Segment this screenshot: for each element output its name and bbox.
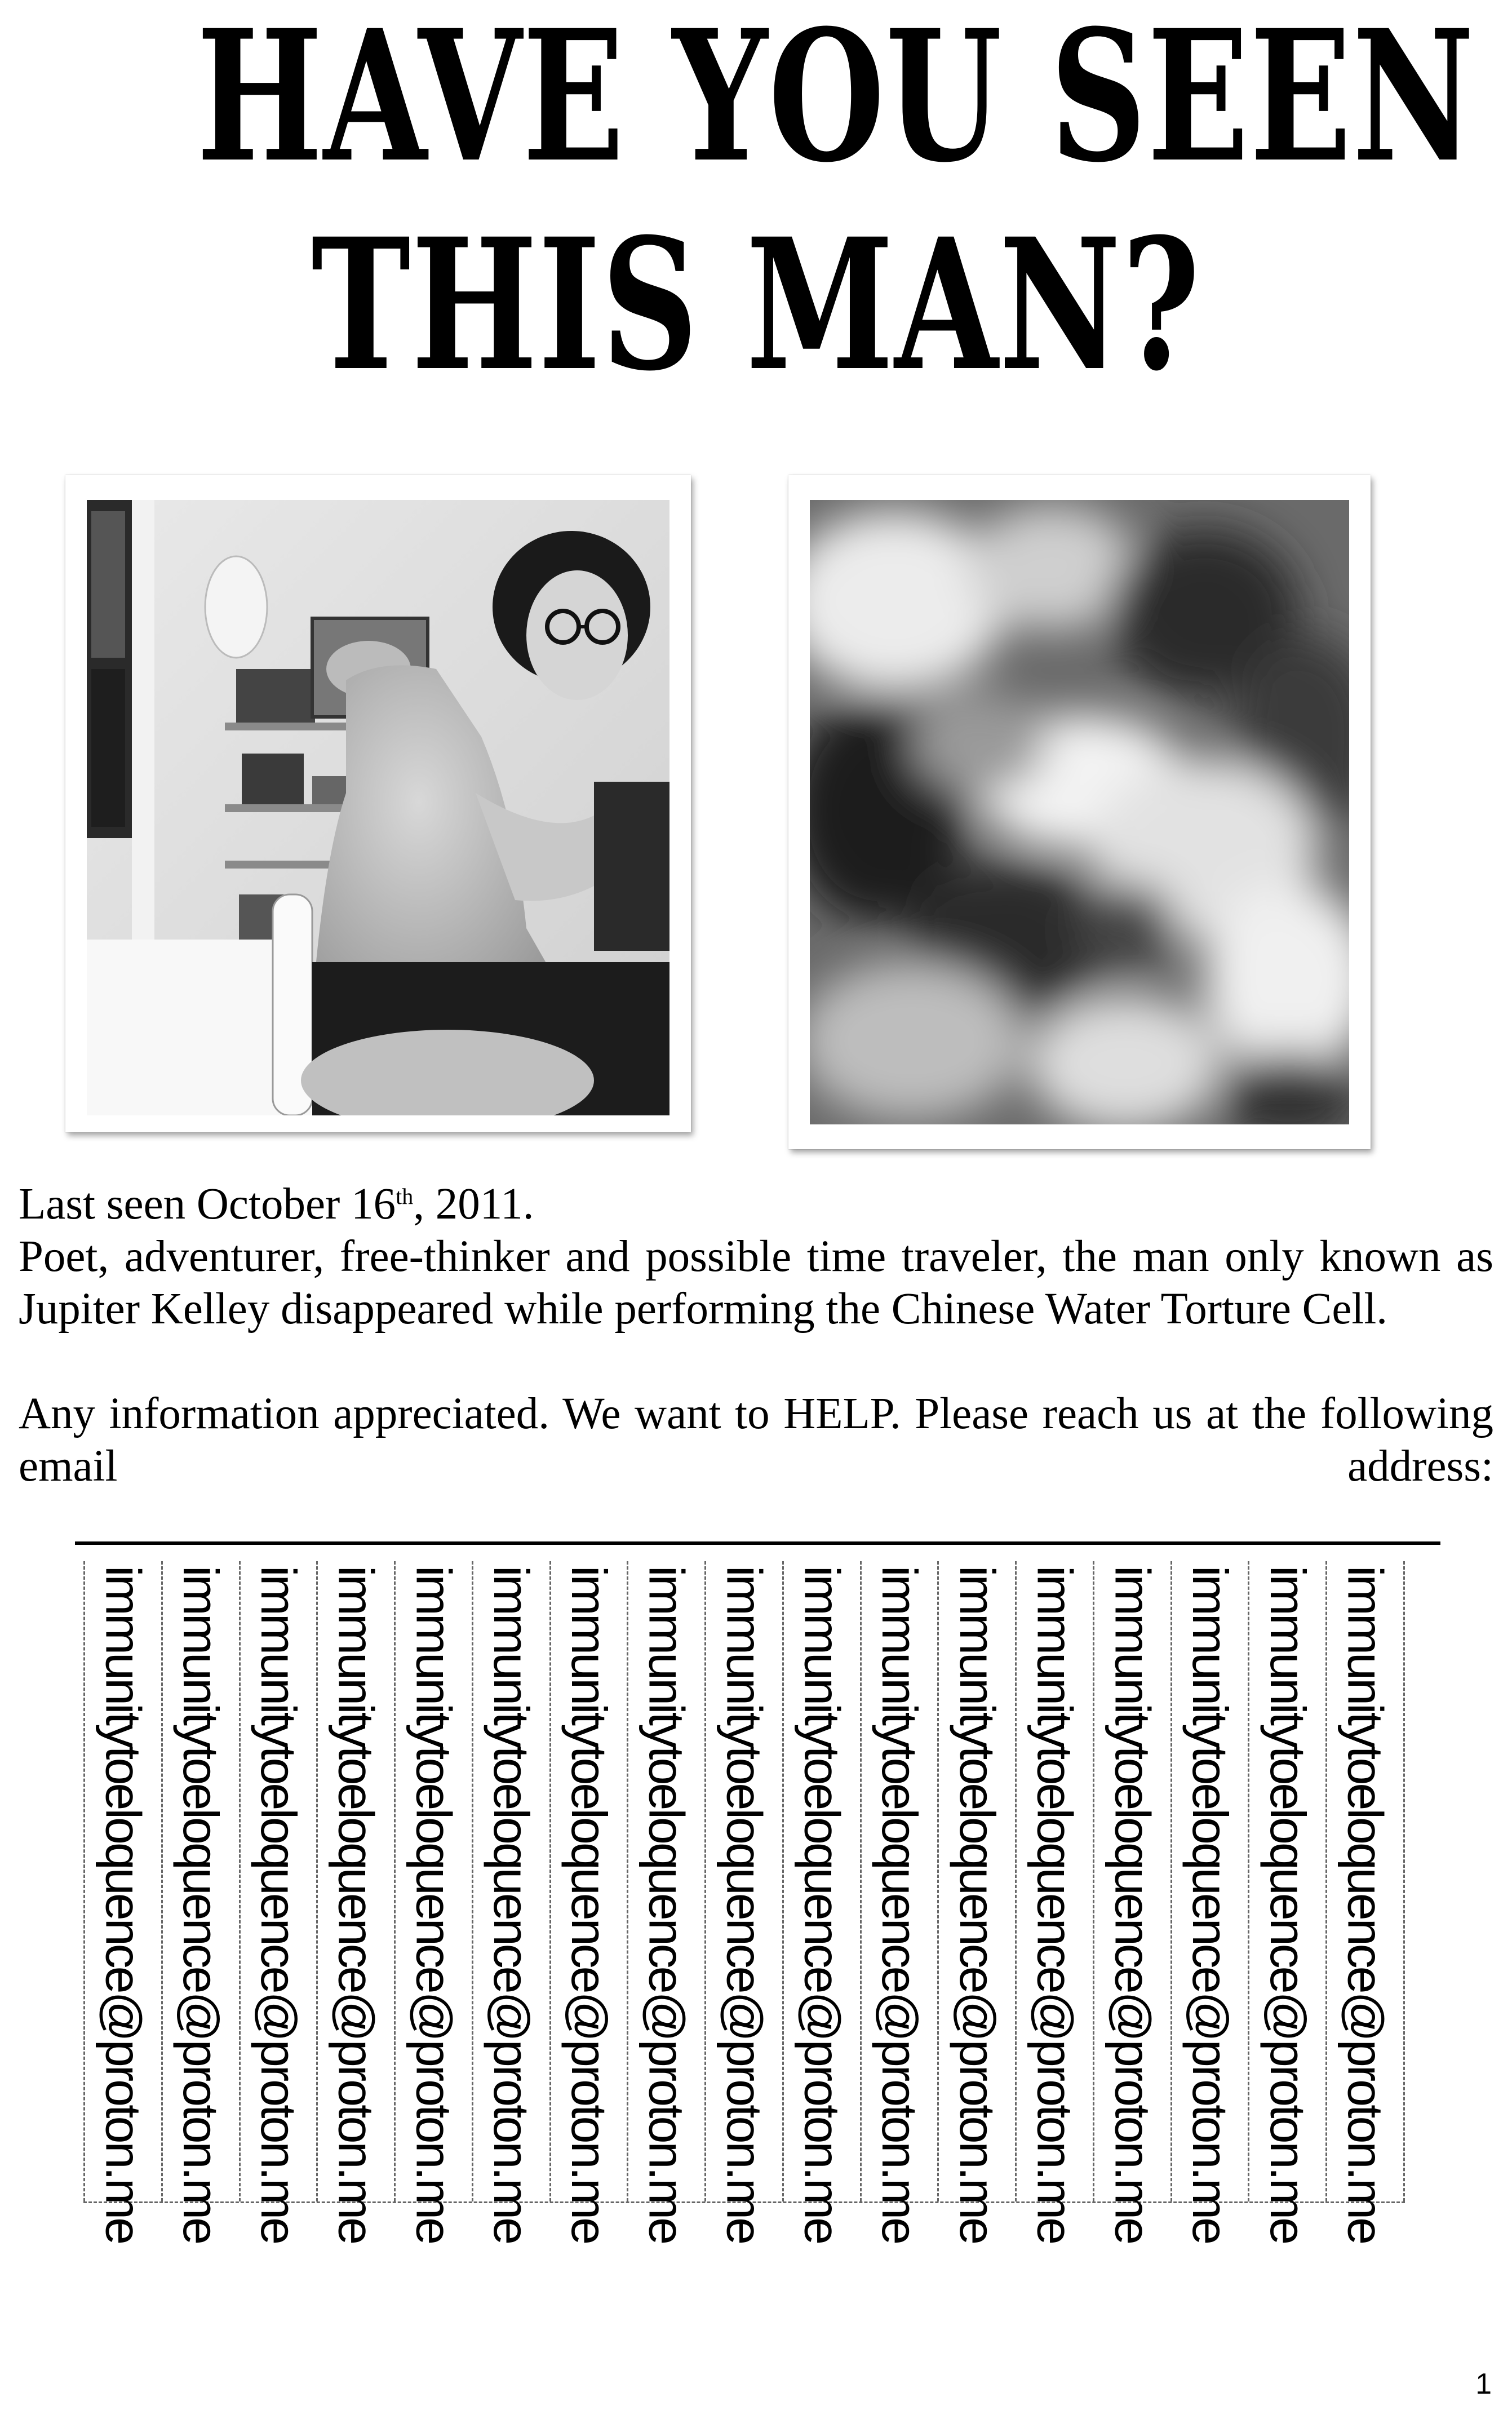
tear-tab[interactable]	[316, 1561, 394, 2243]
tear-tab-email: immunitytoeloquence@proton.me	[1182, 1566, 1239, 2243]
tear-tab[interactable]	[1093, 1561, 1170, 2243]
info-text: Any information appreciated. We want to HELP. Please reach us at the following email address:	[19, 1389, 1493, 1491]
page-number: 1	[1475, 2368, 1492, 2400]
tear-tab[interactable]	[1015, 1561, 1093, 2243]
tear-tab-email: immunitytoeloquence@proton.me	[561, 1566, 617, 2243]
headline-line-1: HAVE YOU SEEN	[196, 0, 1475, 202]
tear-tab[interactable]	[1248, 1561, 1325, 2243]
tear-tab[interactable]	[394, 1561, 472, 2243]
tear-off-tabs	[83, 1561, 1405, 2243]
tear-tab[interactable]	[937, 1561, 1015, 2243]
tear-tab-email: immunitytoeloquence@proton.me	[484, 1566, 540, 2243]
tear-tab[interactable]	[83, 1561, 161, 2243]
tear-tab[interactable]	[161, 1561, 239, 2243]
tear-tab-email: immunitytoeloquence@proton.me	[1337, 1566, 1394, 2243]
tear-tab-email: immunitytoeloquence@proton.me	[794, 1566, 850, 2243]
abstract-photo-image	[810, 500, 1349, 1124]
tear-tab-email: immunitytoeloquence@proton.me	[406, 1566, 462, 2243]
tear-tab-email: immunitytoeloquence@proton.me	[1105, 1566, 1161, 2243]
last-seen-suffix: , 2011.	[413, 1180, 534, 1229]
photo-frame-right	[788, 475, 1371, 1149]
man-photo	[87, 500, 669, 1115]
tear-tab-email: immunitytoeloquence@proton.me	[95, 1566, 152, 2243]
last-seen-ordinal: th	[396, 1184, 414, 1209]
tear-tab[interactable]	[627, 1561, 704, 2243]
last-seen-text	[19, 1178, 1493, 1230]
tear-tab[interactable]	[782, 1561, 860, 2243]
info-paragraph	[19, 1388, 1493, 1545]
tear-tab[interactable]	[239, 1561, 317, 2243]
tear-tab[interactable]	[549, 1561, 627, 2243]
tear-tab[interactable]	[704, 1561, 782, 2243]
tear-tab-email: immunitytoeloquence@proton.me	[872, 1566, 928, 2243]
description-paragraph	[19, 1230, 1493, 1335]
description-text: Poet, adventurer, free-thinker and possible time traveler, the man only known as Jupiter Kelley disappeared while performing the Chinese Water Torture Cell.	[19, 1232, 1493, 1334]
tear-tab[interactable]	[1325, 1561, 1405, 2243]
man-photo-image	[87, 500, 669, 1115]
photo-frame-left	[65, 475, 691, 1132]
tear-tab-email: immunitytoeloquence@proton.me	[328, 1566, 384, 2243]
tear-tab-email: immunitytoeloquence@proton.me	[639, 1566, 695, 2243]
tear-tab[interactable]	[1170, 1561, 1248, 2243]
last-seen-prefix: Last seen October 16	[19, 1180, 396, 1229]
tear-tab-email: immunitytoeloquence@proton.me	[173, 1566, 229, 2243]
tear-tab-email: immunitytoeloquence@proton.me	[716, 1566, 773, 2243]
abstract-photo	[810, 500, 1349, 1124]
tear-tab[interactable]	[860, 1561, 938, 2243]
tear-tab[interactable]	[472, 1561, 549, 2243]
tear-tab-email: immunitytoeloquence@proton.me	[1027, 1566, 1083, 2243]
headline-line-2: THIS MAN?	[311, 200, 1201, 411]
tear-tab-email: immunitytoeloquence@proton.me	[1260, 1566, 1316, 2243]
tear-tab-email: immunitytoeloquence@proton.me	[949, 1566, 1005, 2243]
cut-line	[75, 1541, 1440, 1545]
tear-tab-email: immunitytoeloquence@proton.me	[250, 1566, 307, 2243]
